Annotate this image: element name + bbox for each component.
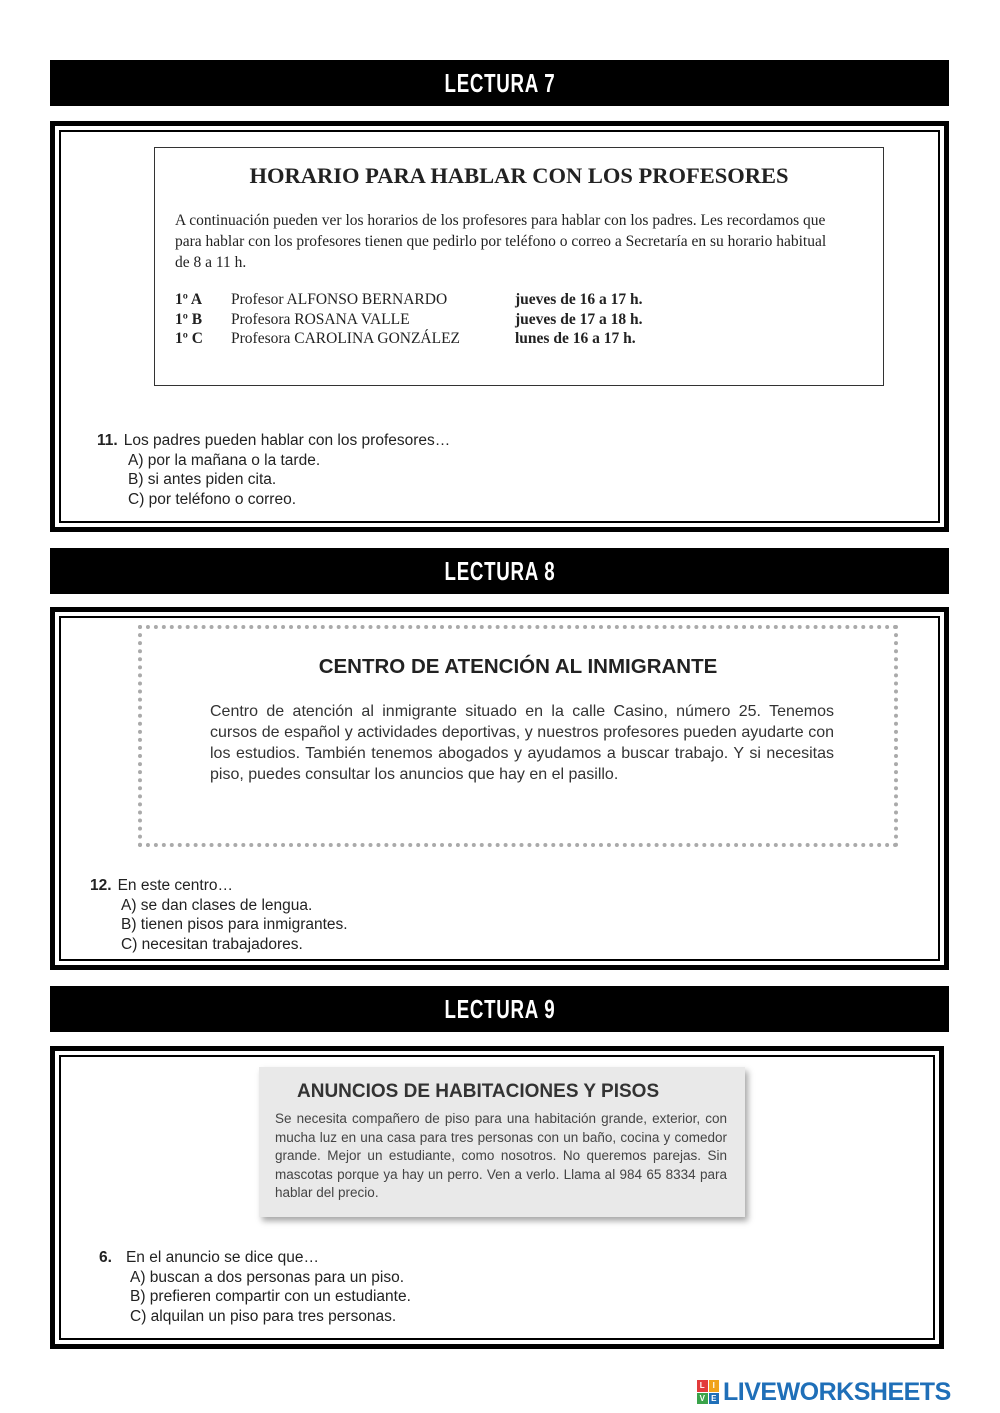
schedule-row [175, 290, 735, 310]
answer-option-c[interactable]: C) por teléfono o correo. [128, 490, 297, 508]
answer-option-a[interactable]: A) por la mañana o la tarde. [128, 451, 321, 469]
liveworksheets-logo [697, 1377, 951, 1407]
logo-mark-icon [697, 1380, 719, 1404]
section-title-7: LECTURA 7 [444, 68, 555, 98]
notice-title: HORARIO PARA HABLAR CON LOS PROFESORES [249, 163, 789, 188]
question-number: 6. [99, 1249, 112, 1266]
question-6 [99, 1248, 411, 1326]
schedule-time: jueves de 17 a 18 h. [515, 310, 643, 328]
section-title-bar-8 [50, 548, 949, 594]
schedule-row [175, 329, 735, 349]
question-11 [97, 431, 450, 509]
answer-option-b[interactable]: B) si antes piden cita. [128, 471, 277, 488]
schedule-row [175, 310, 735, 330]
section-title-bar-9 [50, 986, 949, 1032]
schedule-table [175, 290, 735, 349]
answer-option-c[interactable]: C) necesitan trabajadores. [121, 935, 303, 953]
schedule-teacher: Profesora ROSANA VALLE [231, 310, 410, 328]
notice-intro: A continuación pueden ver los horarios de los profesores para hablar con los padres. Les recordamos que para hablar con los profesores tienen que pedirlo por teléfono o correo a Secretaría en su horario habitual de 8 a 11 h. [175, 212, 827, 271]
reading-frame-8 [50, 607, 949, 970]
schedule-teacher: Profesora CAROLINA GONZÁLEZ [231, 330, 461, 347]
question-12 [90, 876, 348, 954]
schedule-teacher: Profesor ALFONSO BERNARDO [231, 291, 448, 308]
answer-option-b[interactable]: B) tienen pisos para inmigrantes. [121, 916, 348, 933]
schedule-notice [154, 147, 884, 386]
notice-title: ANUNCIOS DE HABITACIONES Y PISOS [297, 1081, 660, 1102]
question-number: 11. [97, 432, 118, 449]
reading-frame-7 [50, 121, 949, 532]
question-stem: Los padres pueden hablar con los profesores… [123, 432, 451, 449]
section-title-bar-7 [50, 60, 949, 106]
ads-notice [259, 1067, 745, 1217]
logo-mark-letter: V [697, 1393, 708, 1405]
question-stem: En este centro… [117, 877, 234, 894]
section-title-9: LECTURA 9 [444, 994, 555, 1024]
answer-option-b[interactable]: B) prefieren compartir con un estudiante. [130, 1288, 411, 1305]
schedule-time: jueves de 16 a 17 h. [515, 291, 643, 308]
question-stem: En el anuncio se dice que… [125, 1249, 319, 1266]
center-notice [138, 625, 898, 847]
schedule-group: 1º C [175, 330, 203, 347]
notice-text: Centro de atención al inmigrante situado en la calle Casino, número 25. Tenemos cursos de español y actividades deportivas, y nuestros profesores pueden ayudarte con los estudios. También tenemos abogados y ayudamos a buscar trabajo. Y si necesitas piso, puedes consultar los anuncios que hay en el pasillo. [210, 703, 834, 783]
question-number: 12. [90, 877, 112, 894]
logo-text: LIVEWORKSHEETS [723, 1377, 951, 1406]
answer-option-a[interactable]: A) buscan a dos personas para un piso. [130, 1268, 405, 1286]
notice-text: Se necesita compañero de piso para una habitación grande, exterior, con mucha luz en una casa para tres personas con un baño, cocina y comedor grande. Mejor un estudiante, como nosotros. No queremos parejas. Sin mascotas porque ya hay un perro. Ven a verlo. Llama al 984 65 8334 para hablar del precio. [275, 1111, 727, 1200]
schedule-time: lunes de 16 a 17 h. [515, 330, 636, 347]
answer-option-a[interactable]: A) se dan clases de lengua. [121, 896, 313, 914]
schedule-group: 1º B [175, 310, 203, 328]
section-title-8: LECTURA 8 [444, 556, 555, 586]
schedule-group: 1º A [175, 291, 203, 308]
reading-frame-9 [50, 1046, 944, 1349]
logo-mark-letter: L [697, 1380, 708, 1392]
answer-option-c[interactable]: C) alquilan un piso para tres personas. [130, 1307, 397, 1325]
logo-mark-letter: I [709, 1380, 720, 1392]
logo-mark-letter: E [709, 1393, 720, 1405]
notice-title: CENTRO DE ATENCIÓN AL INMIGRANTE [318, 655, 718, 678]
